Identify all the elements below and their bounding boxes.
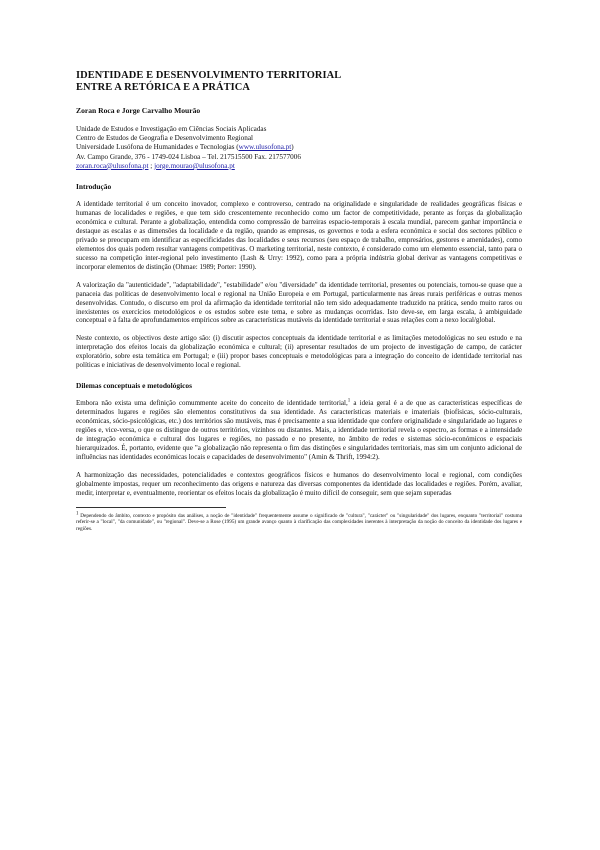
affiliation-line-3-prefix: Universidade Lusófona de Humanidades e Tecnologias ( bbox=[76, 143, 239, 152]
footnote-number: 1 bbox=[76, 511, 79, 517]
affiliation-line-2: Centro de Estudos de Geografia e Desenvolvimento Regional bbox=[76, 134, 254, 143]
dilemas-heading: Dilemas conceptuais e metodológicos bbox=[76, 381, 192, 391]
dilemas-p1-text-b: a ideia geral é a de que as características específicas de determinados lugares e regiões são elementos constitutivos da sua identidade. As características materiais e imateriais (biofísicas, sócio-culturais, económicas, sócio-psicológicas, etc.) dos territórios são mutáveis, mas é precisamente a sua identidade que confere originalidade e singularidade ao lugares e regiões e, vice-versa, o que os distingue de outros territórios, vizinhos ou distantes. Mais, a identidade territorial revela o espectro, as formas e a intensidade de integração económica e cultural dos lugares e regiões, no passado e no presente, no âmbito de redes e sistemas sócio-económicos e espaciais hierarquizados. É, portanto, evidente que "a globalização não representa o fim das distinções e singularidades territoriais, mas sim um conjunto adicional de influências nas identidades económicas locais e capacidades de desenvolvimento" (Amin & Thrift, 1994:2). bbox=[76, 399, 523, 461]
authors: Zoran Roca e Jorge Carvalho Mourão bbox=[76, 106, 201, 115]
intro-paragraph-3: Neste contexto, os objectivos deste artigo são: (i) discutir aspectos conceptuais da identidade territorial e as limitações metodológicas no seu estudo e na interpretação dos efeitos locais da globalização económica e cultural; (ii) apresentar resultados de um projecto de investigação de campo, de carácter exploratório, sobre esta temática em Portugal; e (iii) propor bases conceptuais e metodológicas para a integração do conceito de identidade territorial nas políticas e iniciativas de desenvolvimento local e regional. bbox=[76, 334, 522, 370]
email-link-1[interactable]: zoran.roca@ulusofona.pt bbox=[76, 161, 149, 170]
email-separator: ; bbox=[148, 161, 155, 170]
intro-paragraph-2: A valorização da "autenticidade", "adaptabilidade", "estabilidade" e/ou "diversidade" da identidade territorial, presentes ou potenciais, tornou-se quase que a panaceia das políticas de desenvolvimento local e regional na União Europeia e em Portugal, particularmente nas áreas rurais periféricas e outras menos desenvolvidas. Contudo, o discurso em prol da afirmação da identidade territorial não tem sido adequadamente traduzido na prática, sendo muito raros ou inexistentes os exercícios metodológicos e os estudos sobre este tema, e sobre as mudanças ocorridas. Isto deve-se, em larga escala, à ambiguidade conceptual e à falta de aprofundamentos empíricos sobre as características mutáveis da identidade territorial e suas relações com a nexo local/global. bbox=[76, 280, 522, 325]
document-page bbox=[76, 70, 522, 532]
footnote-divider bbox=[76, 507, 226, 508]
intro-heading: Introdução bbox=[76, 182, 112, 192]
dilemas-paragraph-2: A harmonização das necessidades, potencialidades e contextos geográficos físicos e humanos do desenvolvimento local e regional, com condições globalmente impostas, requer um reconhecimento das origens e natureza das diversas componentes da identidade das localidades e regiões. Porém, avaliar, medir, interpretar e, eventualmente, reorientar os efeitos locais da globalização é muito difícil de conseguir, sem que sejam superadas bbox=[76, 470, 522, 497]
affiliation-line-1: Unidade de Estudos e Investigação em Ciências Sociais Aplicadas bbox=[76, 125, 267, 133]
email-line bbox=[76, 162, 522, 171]
website-link[interactable]: www.ulusofona.pt bbox=[238, 143, 292, 152]
dilemas-p1-text-a: Embora não exista uma definição comummente aceite do conceito de identidade territorial, bbox=[76, 399, 348, 408]
affiliation-line-4: Av. Campo Grande, 376 - 1749-024 Lisboa – Tel. 217515500 Fax. 217577006 bbox=[76, 152, 301, 161]
footnote-ref[interactable]: 1 bbox=[347, 398, 351, 404]
dilemas-paragraph-1 bbox=[76, 399, 522, 462]
intro-paragraph-1: A identidade territorial é um conceito inovador, complexo e controverso, centrado na originalidade e singularidade de realidades geográficas físicas e humanas de localidades e regiões, e que tem sido crescentemente reconhecido como um factor de competitividade, perante as forças da globalização económica e cultural. Perante a globalização, entendida como compressão de barreiras espacio-temporais à escala mundial, parecem ganhar importância e destaque as escalas e as dimensões da localidade e da região, quando as empresas, os governos e toda a esfera económica e social dos sectores público e privado se preocupam em identificar as especificidades das localidades e seus recursos (seu espaço de trabalho, empresários, gestores e amenidades), como elementos dos quais podem resultar vantagens competitivas. O marketing territorial, neste contexto, é considerado como um elemento essencial, tanto para o sucesso na competição inter-regional pelo investimento (Lash & Urry: 1992), como para a própria indústria global derivar as vantagens competitivas e incorporar elementos de distinção (Ohmae: 1989; Porter: 1990). bbox=[76, 200, 522, 271]
affiliation-line-3 bbox=[76, 143, 522, 152]
affiliation-block bbox=[76, 125, 522, 171]
title-line-1: IDENTIDADE E DESENVOLVIMENTO TERRITORIAL bbox=[76, 70, 342, 81]
footnote bbox=[76, 513, 522, 532]
footnote-text: Dependendo do âmbito, contexto e propósito das análises, a noção de "identidade" frequentemente assume o significado de "cultura", "carácter" ou "singularidade" dos lugares, enquanto "territorial" costuma referir-se a "local", "da comunidade", ou "regional". Deve-se a Rose (1995) um grande avanço quanto à clarificação das complexidades inerentes à interpretação da noção do conceito da identidade dos lugares e regiões. bbox=[76, 512, 522, 532]
affiliation-line-3-suffix: ) bbox=[291, 143, 294, 152]
email-link-2[interactable]: jorge.mourao@ulusofona.pt bbox=[154, 161, 235, 170]
paper-title bbox=[76, 70, 522, 94]
title-line-2: ENTRE A RETÓRICA E A PRÁTICA bbox=[76, 82, 250, 93]
